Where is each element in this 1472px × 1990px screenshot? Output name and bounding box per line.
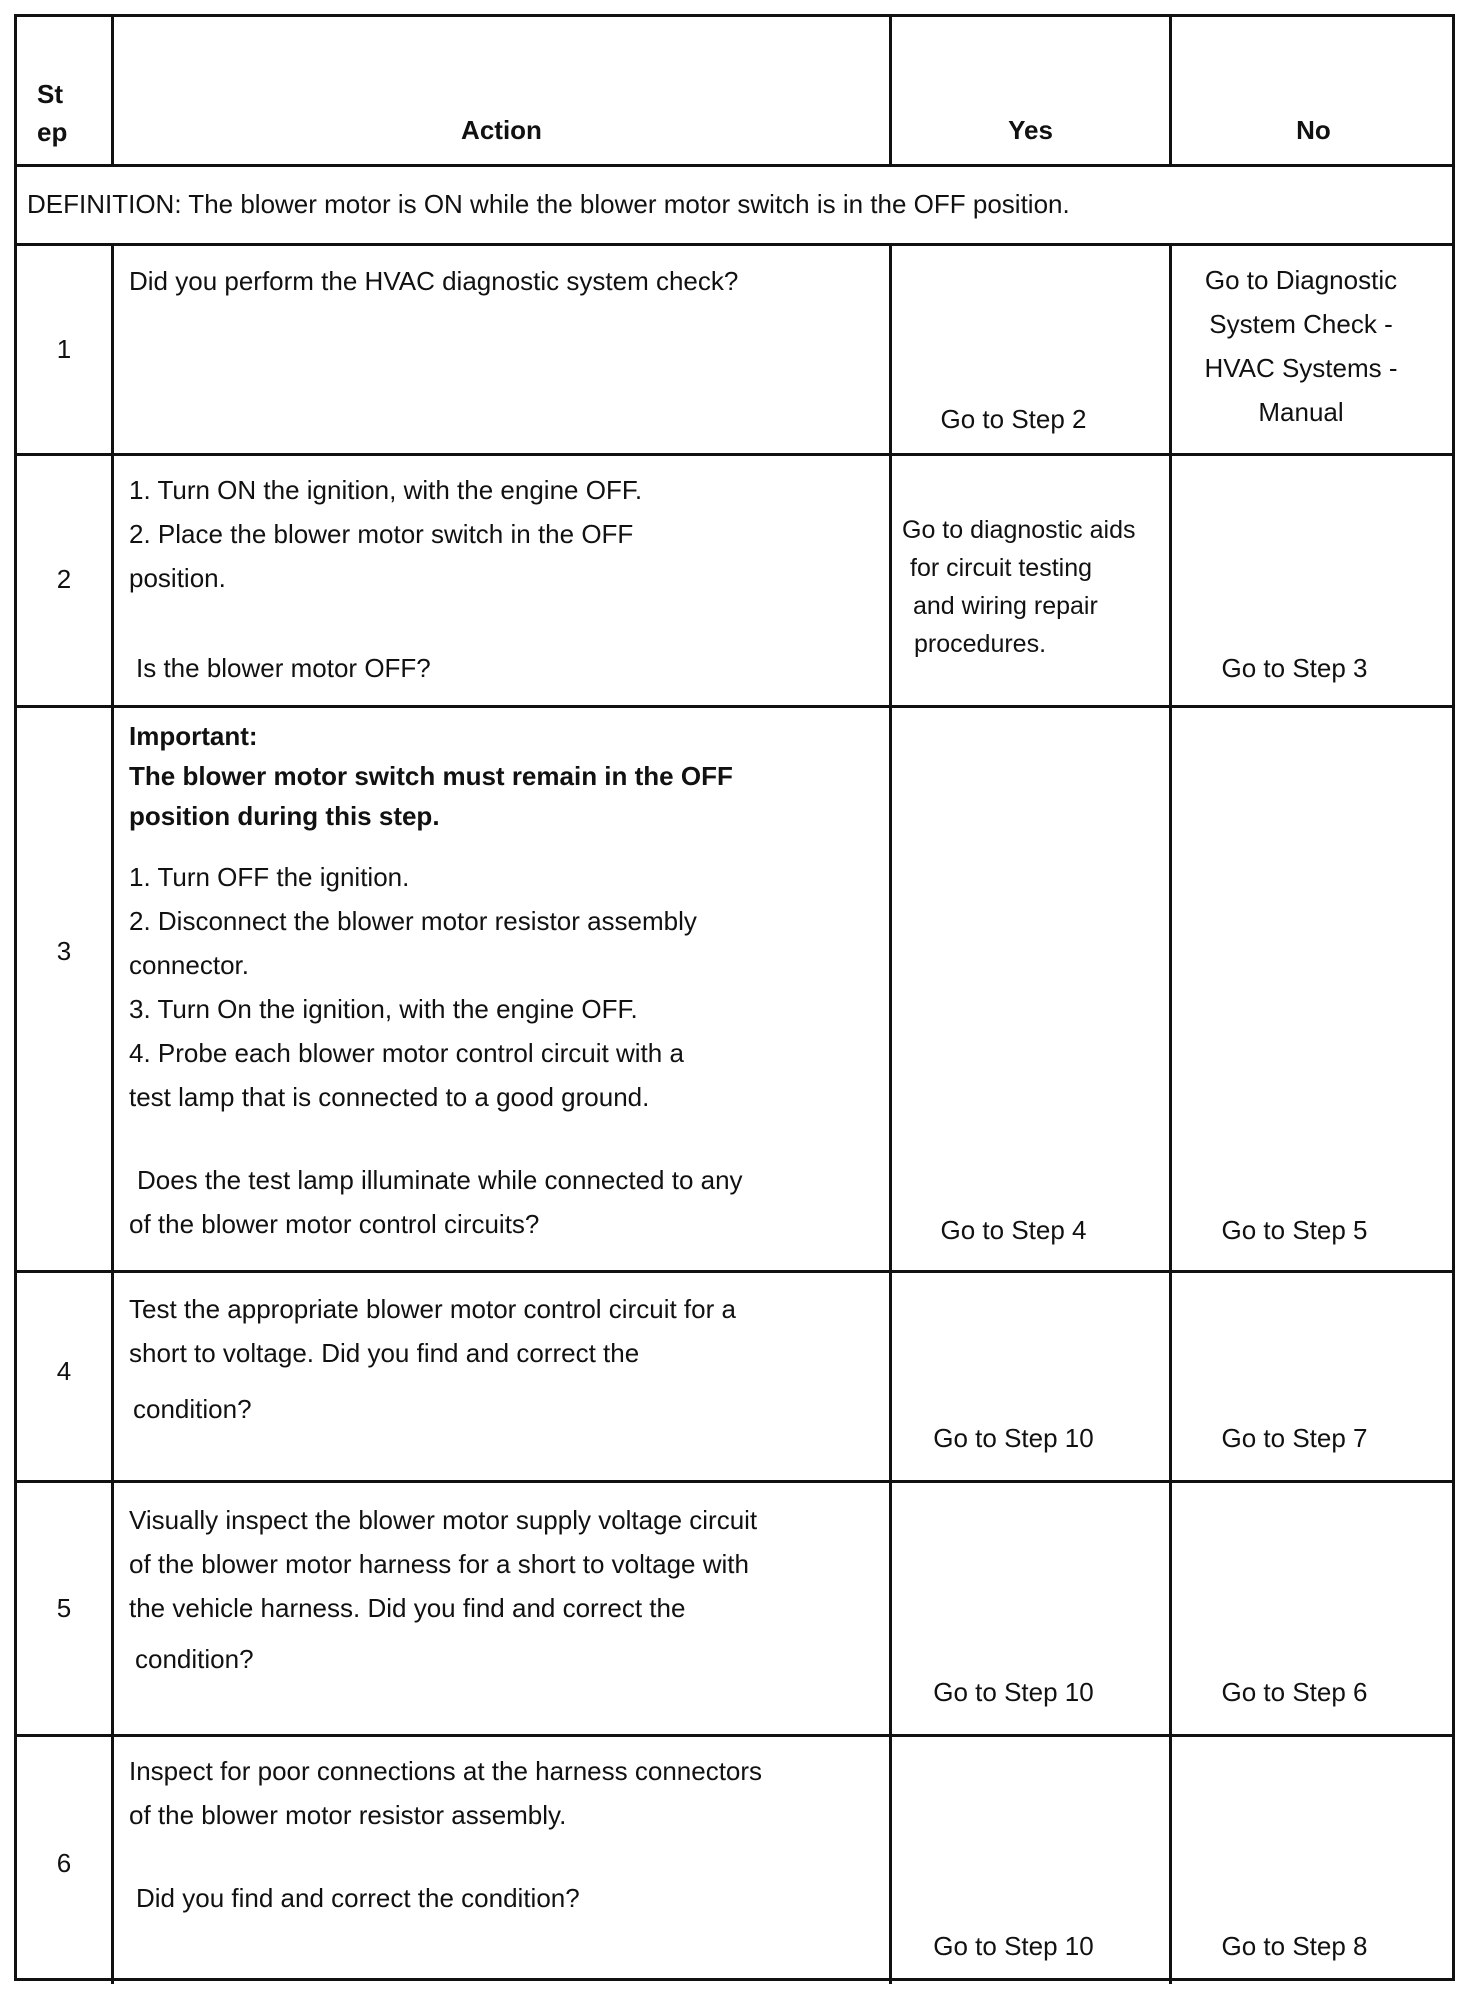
no-result: Go to Diagnostic System Check - HVAC Systems - Manual: [1204, 265, 1398, 427]
step-number: 5: [56, 1593, 72, 1623]
yes-result: Go to Step 10: [933, 1677, 1094, 1707]
action-text: Test the appropriate blower motor control circuit for a short to voltage. Did you find and correct the condition?: [129, 1294, 736, 1424]
definition-text: DEFINITION: The blower motor is ON while the blower motor switch is in the OFF position.: [27, 189, 1070, 219]
important-label: Important:: [129, 721, 258, 751]
step-number: 3: [56, 936, 72, 966]
yes-result: Go to Step 4: [940, 1215, 1087, 1245]
action-text: 1. Turn OFF the ignition. 2. Disconnect the blower motor resistor assembly connector. 3. Turn On the ignition, with the engine OFF. 4. Probe each blower motor control circuit with a test lamp that is connected to a good ground.: [129, 862, 697, 1112]
no-result: Go to Step 7: [1221, 1423, 1368, 1453]
action-text: Did you perform the HVAC diagnostic system check?: [129, 266, 739, 296]
question-text: Did you find and correct the condition?: [136, 1883, 580, 1913]
row-divider: [17, 243, 1452, 246]
no-result: Go to Step 5: [1221, 1215, 1368, 1245]
row-divider: [17, 1270, 1452, 1273]
header-no: No: [1296, 115, 1331, 145]
header-action: Action: [461, 115, 542, 145]
row-divider: [17, 453, 1452, 456]
diagnostic-table: [14, 14, 1455, 1981]
step-number: 1: [56, 334, 72, 364]
step-number: 2: [56, 564, 72, 594]
no-result: Go to Step 8: [1221, 1931, 1368, 1961]
action-text: Visually inspect the blower motor supply voltage circuit of the blower motor harness for a short to voltage with the vehicle harness. Did you find and correct the condition?: [129, 1505, 758, 1674]
col-divider: [111, 243, 114, 1984]
step-number: 4: [56, 1356, 72, 1386]
col-divider: [889, 243, 892, 1984]
header-yes: Yes: [1008, 115, 1053, 145]
row-divider: [17, 1480, 1452, 1483]
action-text: 1. Turn ON the ignition, with the engine OFF. 2. Place the blower motor switch in the OFF position.: [129, 475, 643, 593]
row-divider: [17, 1734, 1452, 1737]
header-step: St ep: [37, 79, 68, 147]
yes-result: Go to Step 10: [933, 1423, 1094, 1453]
yes-result: Go to diagnostic aids for circuit testing and wiring repair procedures.: [902, 516, 1136, 658]
action-text: Inspect for poor connections at the harness connectors of the blower motor resistor assembly.: [129, 1756, 763, 1830]
question-text: Is the blower motor OFF?: [136, 653, 431, 683]
yes-result: Go to Step 2: [940, 404, 1087, 434]
important-text: The blower motor switch must remain in the OFF position during this step.: [129, 761, 733, 831]
no-result: Go to Step 3: [1221, 653, 1368, 683]
no-result: Go to Step 6: [1221, 1677, 1368, 1707]
step-number: 6: [56, 1848, 72, 1878]
col-divider: [1169, 243, 1172, 1984]
yes-result: Go to Step 10: [933, 1931, 1094, 1961]
question-text: Does the test lamp illuminate while connected to any of the blower motor control circuits?: [129, 1165, 743, 1239]
row-divider: [17, 164, 1452, 167]
row-divider: [17, 705, 1452, 708]
